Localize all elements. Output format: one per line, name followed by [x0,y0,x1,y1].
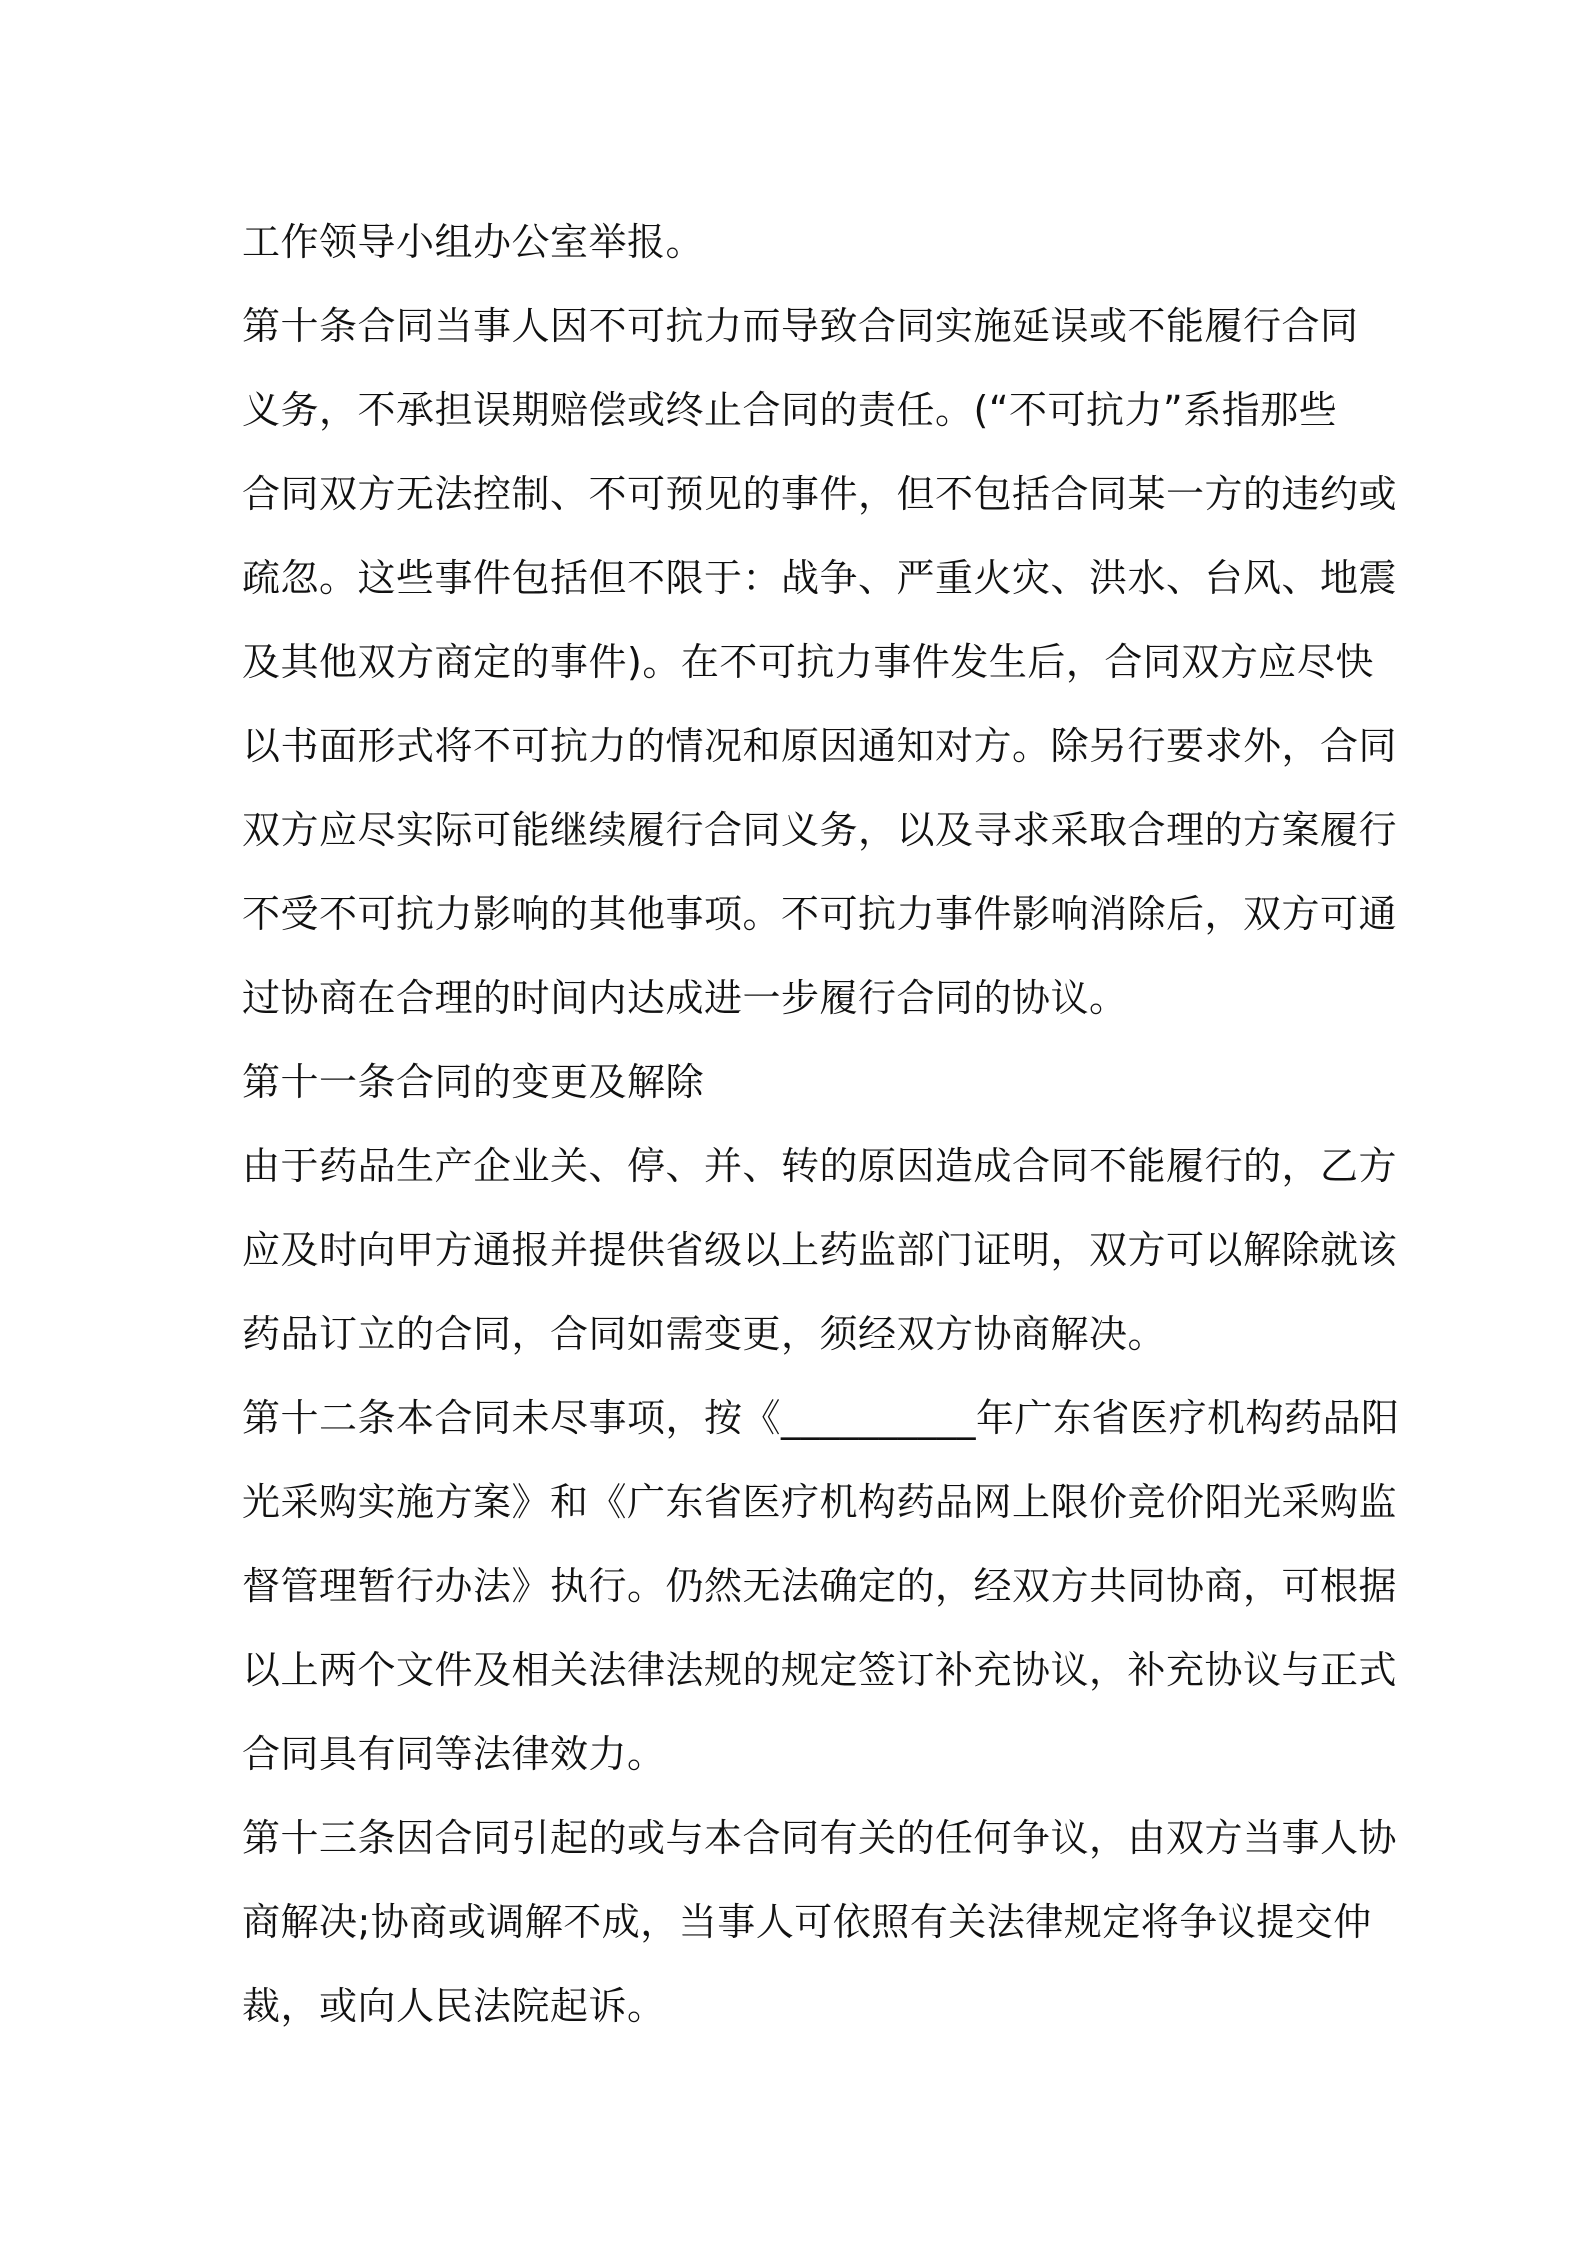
text-line: 合同具有同等法律效力。 [242,1732,666,1776]
article-13-line: 第十三条因合同引起的或与本合同有关的任何争议，由双方当事人协 [242,1816,1398,1860]
article-10-line: 第十条合同当事人因不可抗力而导致合同实施延误或不能履行合同 [242,304,1359,348]
text-line: 工作领导小组办公室举报。 [242,220,705,264]
text-line: 商解决;协商或调解不成，当事人可依照有关法律规定将争议提交仲 [242,1900,1372,1944]
text-line: 不受不可抗力影响的其他事项。不可抗力事件影响消除后，双方可通 [242,892,1398,936]
text-line: 裁，或向人民法院起诉。 [242,1984,666,2028]
text-line: 督管理暂行办法》执行。仍然无法确定的，经双方共同协商，可根据 [242,1564,1398,1608]
text-line: 双方应尽实际可能继续履行合同义务，以及寻求采取合理的方案履行 [242,808,1398,852]
text-line: 应及时向甲方通报并提供省级以上药监部门证明，双方可以解除就该 [242,1228,1398,1272]
article-11-heading: 第十一条合同的变更及解除 [242,1060,705,1104]
text-line: 及其他双方商定的事件)。在不可抗力事件发生后，合同双方应尽快 [242,640,1374,684]
document-body [242,200,1400,2048]
text-line: 以上两个文件及相关法律法规的规定签订补充协议，补充协议与正式 [242,1648,1398,1692]
text-line: 药品订立的合同，合同如需变更，须经双方协商解决。 [242,1312,1167,1356]
text-line: 由于药品生产企业关、停、并、转的原因造成合同不能履行的，乙方 [242,1144,1398,1188]
text-line: 义务，不承担误期赔偿或终止合同的责任。(“不可抗力”系指那些 [242,388,1338,432]
text-line: 光采购实施方案》和《广东省医疗机构药品网上限价竞价阳光采购监 [242,1480,1398,1524]
text-line: 过协商在合理的时间内达成进一步履行合同的协议。 [242,976,1128,1020]
article-12-line: 第十二条本合同未尽事项，按《__________年广东省医疗机构药品阳 [242,1396,1400,1440]
text-line: 以书面形式将不可抗力的情况和原因通知对方。除另行要求外，合同 [242,724,1398,768]
text-line: 合同双方无法控制、不可预见的事件，但不包括合同某一方的违约或 [242,472,1398,516]
text-line: 疏忽。这些事件包括但不限于：战争、严重火灾、洪水、台风、地震 [242,556,1398,600]
